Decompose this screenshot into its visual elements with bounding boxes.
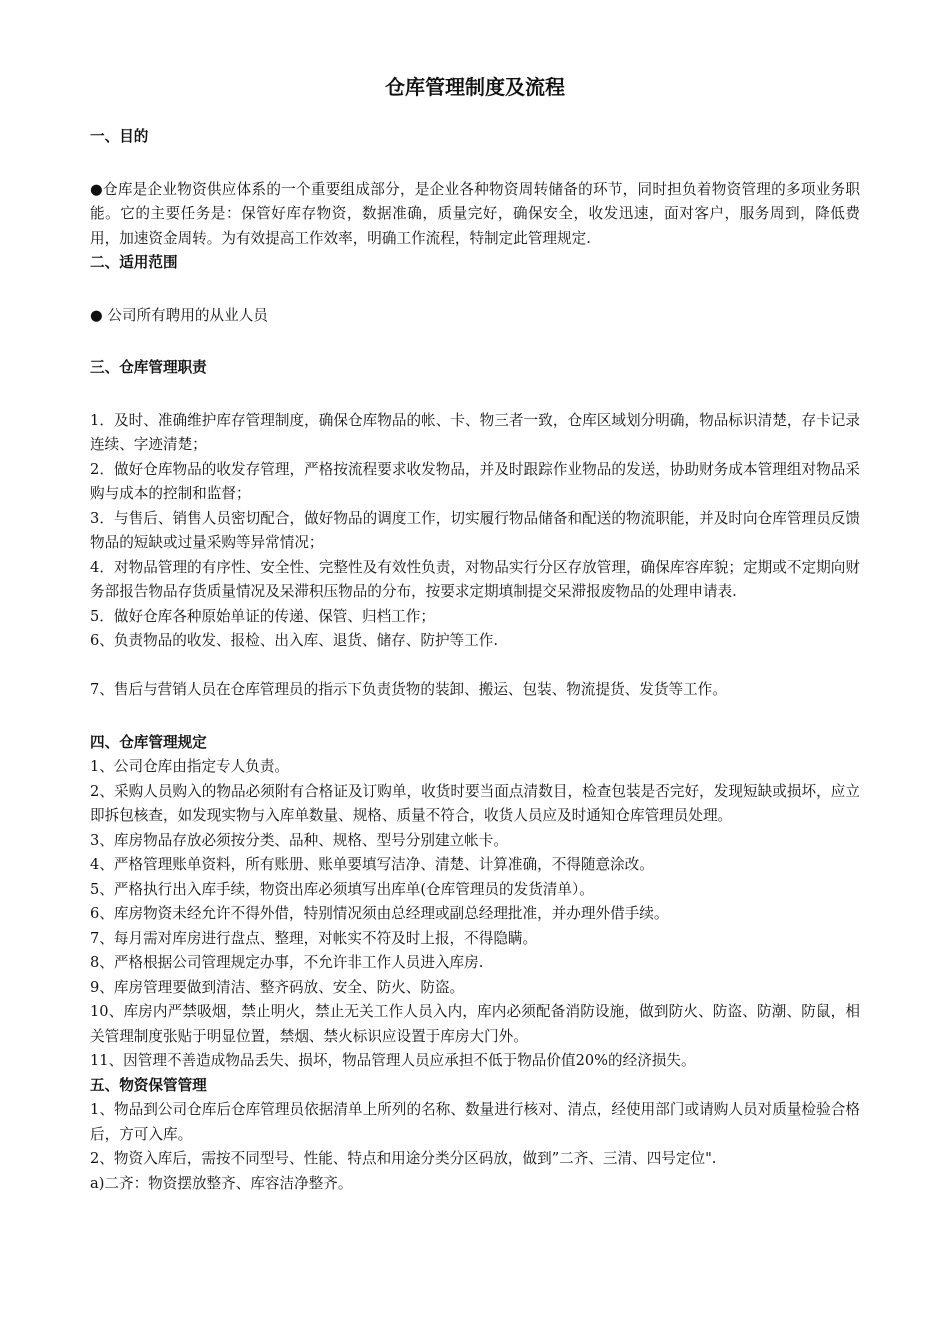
list-item: 1、物品到公司仓库后仓库管理员依据清单上所列的名称、数量进行核对、清点，经使用部门或请购人员对质量检验合格后，方可入库。 <box>90 1101 860 1143</box>
list-item: 5．做好仓库各种原始单证的传递、保管、归档工作； <box>90 607 435 625</box>
section-heading-rules: 四、仓库管理规定 <box>90 733 207 751</box>
list-item: 2、物资入库后，需按不同型号、性能、特点和用途分类分区码放，做到”二齐、三清、四号定位". <box>90 1150 717 1167</box>
list-item: 11、因管理不善造成物品丢失、损坏，物品管理人员应承担不低于物品价值20%的经济损失。 <box>90 1052 696 1069</box>
list-item: 2、采购人员购入的物品必须附有合格证及订购单，收货时要当面点清数目，检查包装是否完好，发现短缺或损坏，应立即拆包核查，如发现实物与入库单数量、规格、质量不符合，收货人员应及时通知仓库管理员处理。 <box>90 782 860 824</box>
list-item: 1．及时、准确维护库存管理制度，确保仓库物品的帐、卡、物三者一致，仓库区域划分明确，物品标识清楚，存卡记录连续、字迹清楚； <box>90 411 860 453</box>
list-item: 6、库房物资未经允许不得外借，特别情况须由总经理或副总经理批准，并办理外借手续。 <box>90 905 669 922</box>
list-item: a)二齐：物资摆放整齐、库容洁净整齐。 <box>90 1174 353 1192</box>
list-item: 4、严格管理账单资料，所有账册、账单要填写洁净、清楚、计算准确，不得随意涂改。 <box>90 856 654 873</box>
section-heading-storage: 五、物资保管管理 <box>90 1076 207 1094</box>
section-heading-scope: 二、适用范围 <box>90 254 178 271</box>
list-item: 8、严格根据公司管理规定办事，不允许非工作人员进入库房. <box>90 954 484 971</box>
page-title: 仓库管理制度及流程 <box>385 75 565 99</box>
section-heading-duties: 三、仓库管理职责 <box>90 359 207 376</box>
list-item: 3．与售后、销售人员密切配合，做好物品的调度工作，切实履行物品储备和配送的物流职能，并及时向仓库管理员反馈物品的短缺或过量采购等异常情况； <box>90 509 860 551</box>
list-item: 2．做好仓库物品的收发存管理，严格按流程要求收发物品，并及时跟踪作业物品的发送，协助财务成本管理组对物品采购与成本的控制和监督； <box>90 460 860 502</box>
list-item: 7、售后与营销人员在仓库管理员的指示下负责货物的装卸、搬运、包装、物流提货、发货等工作。 <box>90 681 727 698</box>
list-item: 3、库房物品存放必须按分类、品种、规格、型号分别建立帐卡。 <box>90 831 508 849</box>
paragraph-purpose: ●仓库是企业物资供应体系的一个重要组成部分，是企业各种物资周转储备的环节，同时担负着物资管理的多项业务职能。它的主要任务是：保管好库存物资，数据准确，质量完好，确保安全，收发迅速，面对客户，服务周到，降低费用，加速资金周转。为有效提高工作效率，明确工作流程，特制定此管理规定. <box>90 180 860 247</box>
list-item: 1、公司仓库由指定专人负责。 <box>90 758 290 775</box>
list-item: 5、严格执行出入库手续，物资出库必须填写出库单(仓库管理员的发货清单）。 <box>90 880 594 898</box>
list-item: 6、负责物品的收发、报检、出入库、退货、储存、防护等工作. <box>90 632 498 649</box>
section-heading-purpose: 一、目的 <box>90 128 149 145</box>
list-item: 9、库房管理要做到清洁、整齐码放、安全、防火、防盗。 <box>90 978 465 996</box>
list-item: 4．对物品管理的有序性、安全性、完整性及有效性负责，对物品实行分区存放管理，确保库容库貌；定期或不定期向财务部报告物品存货质量情况及呆滞积压物品的分布，按要求定期填制提交呆滞报废物品的处理申请表. <box>90 558 860 600</box>
document-body <box>90 125 860 1196</box>
list-item: 10、库房内严禁吸烟，禁止明火，禁止无关工作人员入内，库内必须配备消防设施，做到防火、防盗、防潮、防鼠，相关管理制度张贴于明显位置，禁烟、禁火标识应设置于库房大门外。 <box>90 1003 860 1045</box>
list-item: 7、每月需对库房进行盘点、整理，对帐实不符及时上报，不得隐瞒。 <box>90 929 538 947</box>
paragraph-scope: ● 公司所有聘用的从业人员 <box>90 306 268 324</box>
